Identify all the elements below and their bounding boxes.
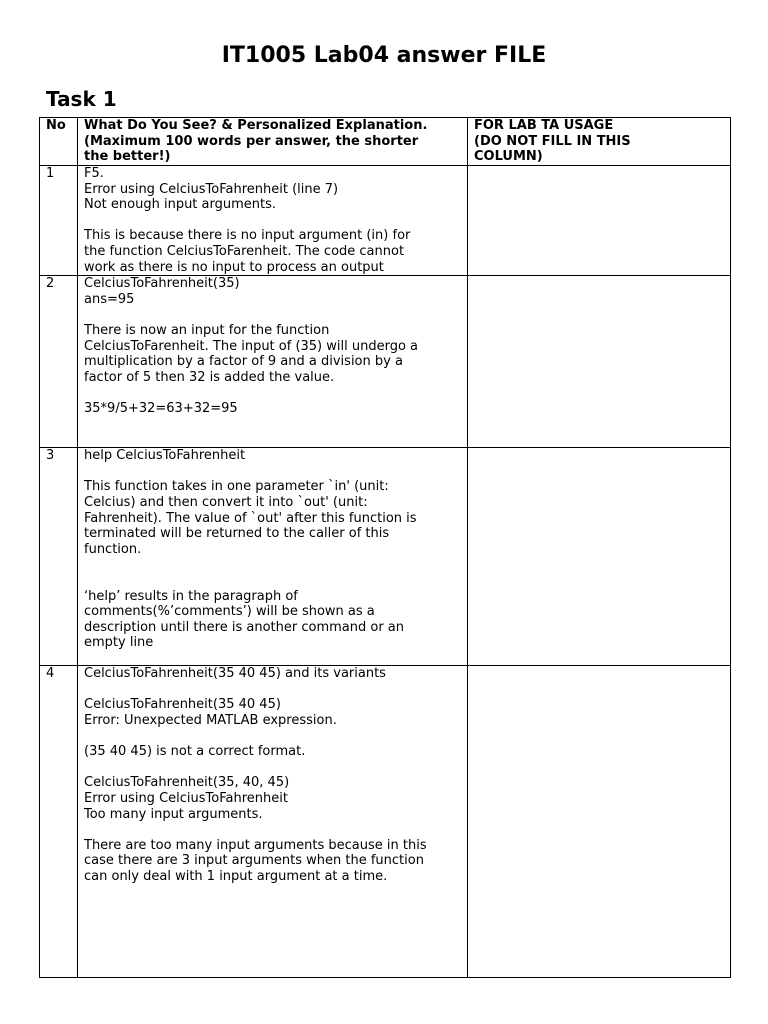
answer-line: Error using CelciusToFahrenheit [84, 790, 288, 806]
ta-cell [468, 276, 731, 448]
row-explanation [78, 276, 468, 448]
answer-line: CelciusToFarenheit. The input of (35) will undergo a [84, 338, 419, 354]
table-row [40, 666, 731, 978]
blank-line [84, 760, 461, 776]
row-number [40, 276, 78, 448]
answer-line: comments(%’comments’) will be shown as a [84, 604, 375, 620]
answer-line: (35 40 45) is not a correct format. [84, 744, 306, 760]
answer-line: Fahrenheit). The value of `out' after this function is [84, 510, 417, 526]
row-number-text: 4 [46, 666, 55, 682]
answer-line: description until there is another command or an [84, 619, 405, 635]
section-heading: Task 1 [46, 87, 117, 111]
answer-line: terminated will be returned to the caller of this [84, 526, 390, 542]
blank-line [84, 822, 461, 838]
row-number [40, 448, 78, 666]
answer-line: CelciusToFahrenheit(35 40 45) [84, 697, 281, 713]
answer-line: Error using CelciusToFahrenheit (line 7) [84, 181, 339, 197]
row-explanation [78, 666, 468, 978]
answer-line: ‘help’ results in the paragraph of [84, 588, 298, 604]
header-explanation-line: (Maximum 100 words per answer, the shorter [84, 133, 419, 149]
answer-line: factor of 5 then 32 is added the value. [84, 369, 335, 385]
blank-line [84, 573, 461, 589]
row-number-text: 1 [46, 166, 55, 181]
answer-line: CelciusToFahrenheit(35, 40, 45) [84, 775, 290, 791]
answer-line: CelciusToFahrenheit(35) [84, 276, 240, 292]
row-explanation [78, 166, 468, 276]
blank-line [84, 213, 461, 229]
blank-line [84, 682, 461, 698]
answer-line: 35*9/5+32=63+32=95 [84, 400, 238, 416]
answer-line: work as there is no input to process an output [84, 259, 384, 275]
answer-line: Celcius) and then convert it into `out' (unit: [84, 494, 368, 510]
page-title: IT1005 Lab04 answer FILE [221, 43, 547, 68]
answer-line: F5. [84, 166, 104, 181]
blank-line [84, 307, 461, 323]
header-no-label: No [46, 118, 66, 133]
answer-line: There is now an input for the function [84, 322, 330, 338]
table-row [40, 448, 731, 666]
blank-line [84, 729, 461, 745]
ta-cell [468, 166, 731, 276]
header-explanation-line: What Do You See? & Personalized Explanation. [84, 118, 428, 133]
answer-line: CelciusToFahrenheit(35 40 45) and its variants [84, 666, 386, 682]
answer-line: ans=95 [84, 291, 135, 307]
answer-line: Not enough input arguments. [84, 197, 277, 213]
answer-line: Too many input arguments. [84, 806, 263, 822]
row-number [40, 166, 78, 276]
row-number [40, 666, 78, 978]
answer-table [39, 117, 731, 978]
answer-line: can only deal with 1 input argument at a time. [84, 868, 388, 884]
answer-line: This function takes in one parameter `in' (unit: [84, 479, 389, 495]
ta-cell [468, 448, 731, 666]
answer-line: case there are 3 input arguments when the function [84, 853, 424, 869]
blank-line [84, 385, 461, 401]
header-no [40, 118, 78, 166]
answer-line: the function CelciusToFarenheit. The code cannot [84, 243, 405, 259]
row-number-text: 3 [46, 448, 55, 464]
ta-cell [468, 666, 731, 978]
answer-line: This is because there is no input argument (in) for [84, 228, 411, 244]
blank-line [84, 464, 461, 480]
header-row [40, 118, 731, 166]
row-number-text: 2 [46, 276, 55, 292]
answer-line: help CelciusToFahrenheit [84, 448, 246, 464]
answer-line: Error: Unexpected MATLAB expression. [84, 712, 337, 728]
answer-line: function. [84, 541, 142, 557]
table-row [40, 276, 731, 448]
answer-line: multiplication by a factor of 9 and a division by a [84, 354, 403, 370]
header-ta [468, 118, 731, 166]
answer-line: There are too many input arguments because in this [84, 837, 427, 853]
blank-line [84, 557, 461, 573]
table-row [40, 166, 731, 276]
answer-line: empty line [84, 635, 154, 651]
header-ta-line: (DO NOT FILL IN THIS [474, 133, 631, 149]
row-explanation [78, 448, 468, 666]
header-explanation-line: the better!) [84, 149, 171, 165]
header-ta-line: COLUMN) [474, 149, 543, 165]
header-ta-line: FOR LAB TA USAGE [474, 118, 614, 133]
header-explanation [78, 118, 468, 166]
